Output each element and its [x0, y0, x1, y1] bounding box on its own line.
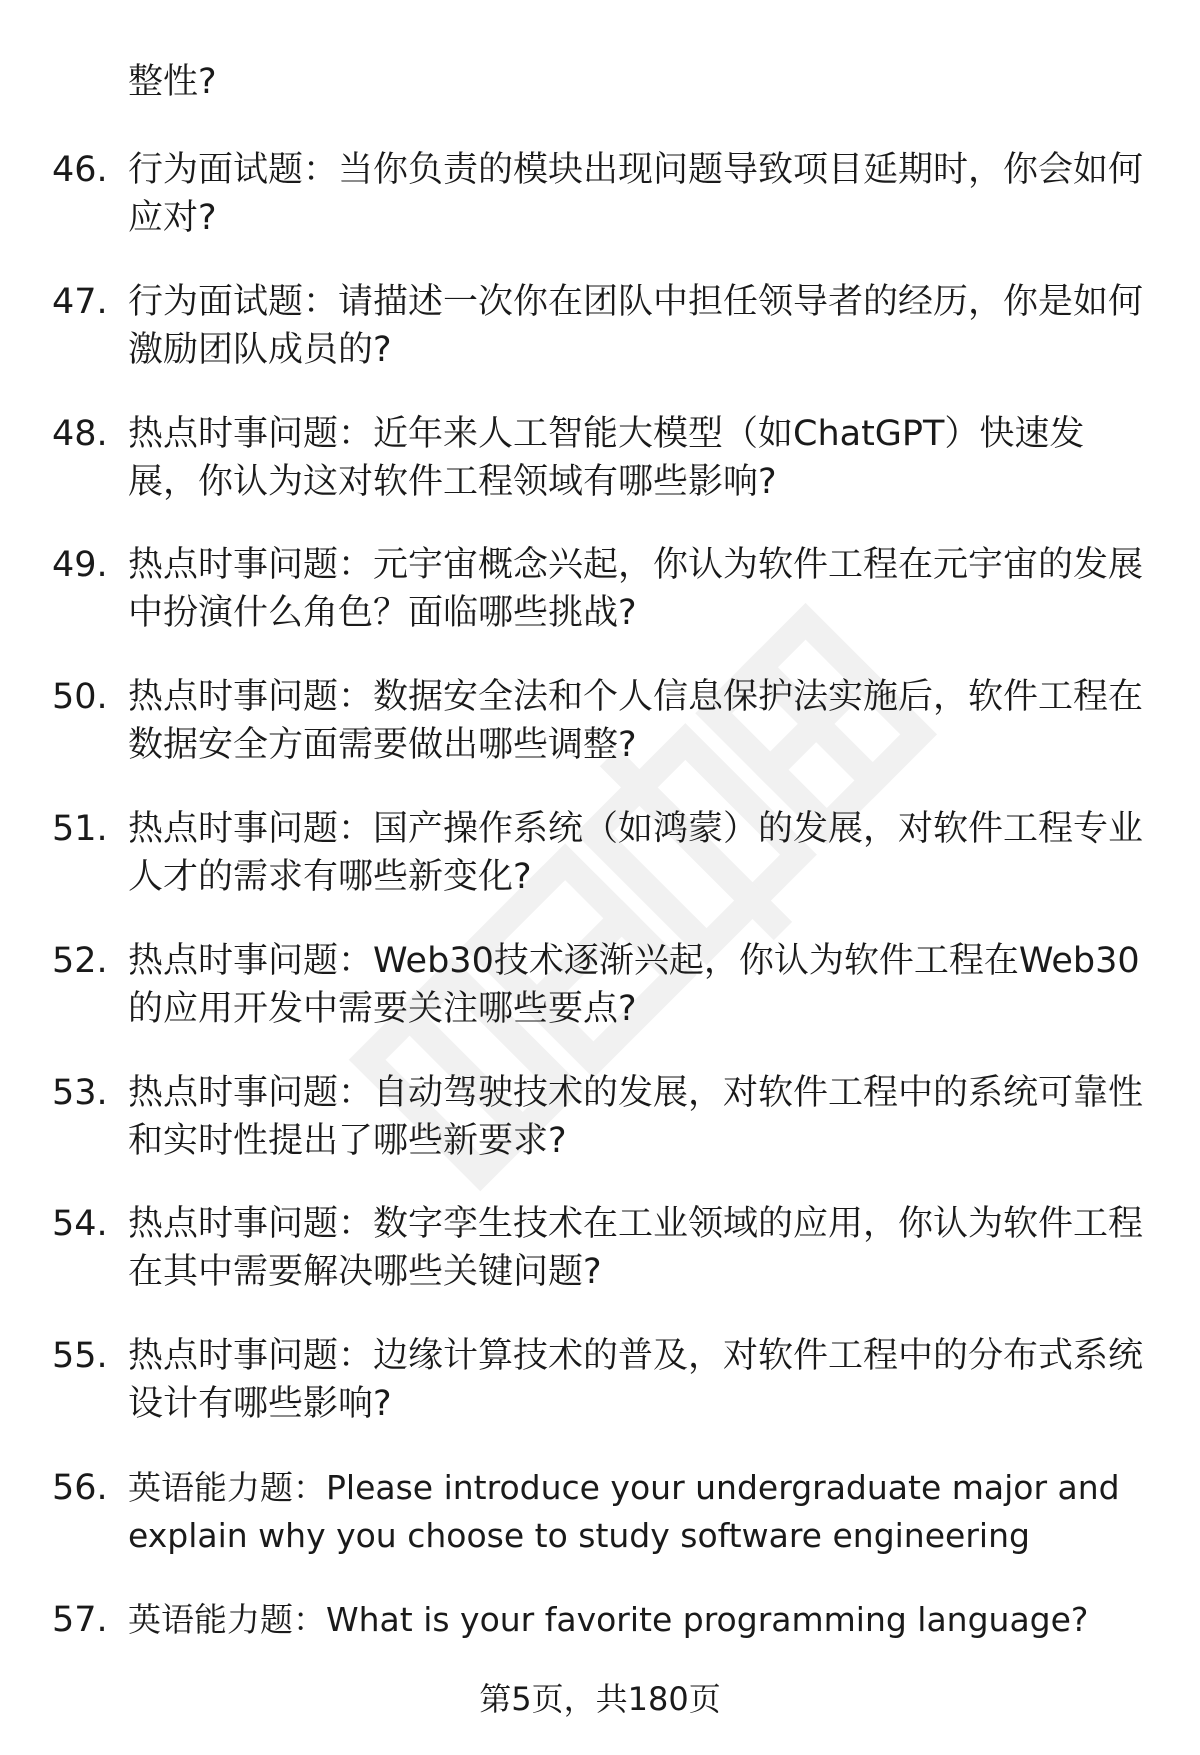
question-text: 热点时事问题：元宇宙概念兴起，你认为软件工程在元宇宙的发展中扮演什么角色？面临哪些挑战? — [128, 545, 1144, 634]
question-item — [0, 937, 1200, 1069]
question-item — [0, 410, 1200, 542]
question-item — [0, 805, 1200, 937]
question-text: 热点时事问题：数据安全法和个人信息保护法实施后，软件工程在数据安全方面需要做出哪些调整? — [128, 677, 1144, 766]
question-text: 英语能力题：What is your favorite programming language? — [128, 1599, 1089, 1639]
continuation-text: 整性? — [128, 62, 217, 102]
page-footer: 第5页，共180页 — [479, 1680, 721, 1718]
question-item — [0, 1332, 1200, 1464]
question-number: 54. — [52, 1204, 108, 1245]
question-item — [0, 146, 1200, 278]
question-text: 热点时事问题：近年来人工智能大模型（如ChatGPT）快速发展，你认为这对软件工程领域有哪些影响? — [128, 413, 1085, 502]
question-number: 47. — [52, 281, 108, 322]
question-item — [0, 1069, 1200, 1201]
question-text: 英语能力题：Please introduce your undergraduate major and explain why you choose to study software engineering — [128, 1467, 1120, 1555]
question-item — [0, 278, 1200, 410]
question-number: 55. — [52, 1336, 108, 1377]
question-text: 热点时事问题：数字孪生技术在工业领域的应用，你认为软件工程在其中需要解决哪些关键问题? — [128, 1204, 1144, 1293]
question-number: 51. — [52, 808, 108, 849]
question-number: 53. — [52, 1072, 108, 1113]
question-item — [0, 1200, 1200, 1332]
question-number: 50. — [52, 677, 108, 718]
question-number: 52. — [52, 940, 108, 981]
question-number: 46. — [52, 150, 108, 190]
question-item — [0, 673, 1200, 805]
question-number: 57. — [52, 1599, 108, 1640]
question-number: 49. — [52, 545, 108, 586]
question-text: 行为面试题：当你负责的模块出现问题导致项目延期时，你会如何应对? — [128, 150, 1144, 238]
question-text: 热点时事问题：Web30技术逐渐兴起，你认为软件工程在Web30的应用开发中需要关注哪些要点? — [128, 940, 1140, 1029]
question-number: 48. — [52, 413, 108, 454]
question-item — [0, 1464, 1200, 1596]
question-text: 行为面试题：请描述一次你在团队中担任领导者的经历，你是如何激励团队成员的? — [128, 281, 1144, 370]
question-number: 56. — [52, 1467, 108, 1508]
question-text: 热点时事问题：国产操作系统（如鸿蒙）的发展，对软件工程专业人才的需求有哪些新变化? — [128, 808, 1144, 897]
question-text: 热点时事问题：边缘计算技术的普及，对软件工程中的分布式系统设计有哪些影响? — [128, 1336, 1144, 1425]
question-list — [0, 146, 1200, 1728]
question-text: 热点时事问题：自动驾驶技术的发展，对软件工程中的系统可靠性和实时性提出了哪些新要求? — [128, 1072, 1144, 1161]
question-item — [0, 541, 1200, 673]
